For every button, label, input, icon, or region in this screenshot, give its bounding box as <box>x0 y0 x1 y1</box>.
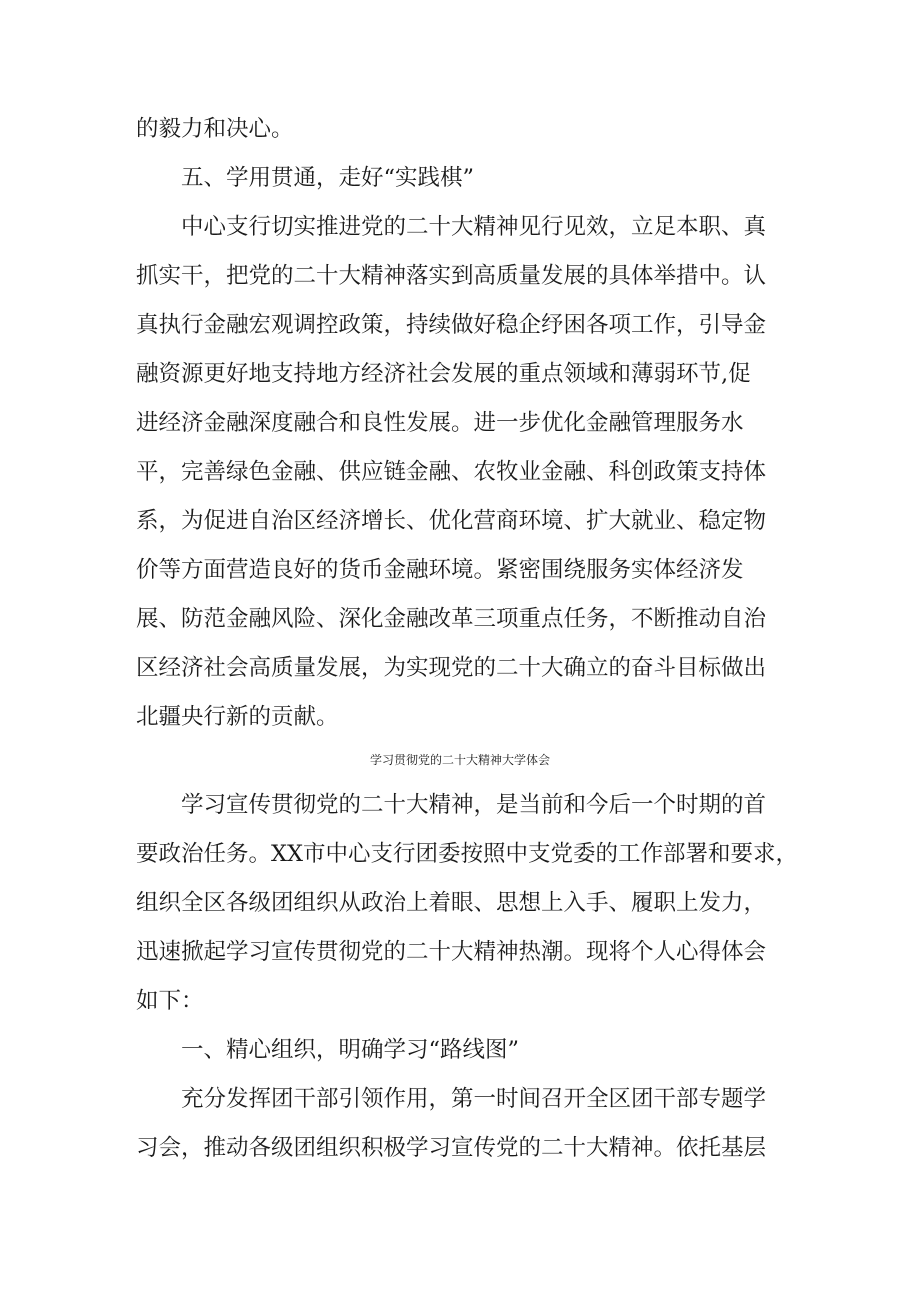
text-line: 价等方面营造良好的货币金融环境。紧密围绕服务实体经济发 <box>136 557 744 583</box>
text-line: 区经济社会高质量发展，为实现党的二十大确立的奋斗目标做出 <box>136 655 767 681</box>
text-line: 真执行金融宏观调控政策，持续做好稳企纾困各项工作，引导金 <box>136 312 767 338</box>
section-heading: 五、学用贯通，走好“实践棋” <box>181 165 475 191</box>
text-line: 习会，推动各级团组织积极学习宣传党的二十大精神。依托基层 <box>136 1135 767 1161</box>
text-line: 融资源更好地支持地方经济社会发展的重点领域和薄弱环节,促 <box>136 361 751 387</box>
text-line: 展、防范金融风险、深化金融改革三项重点任务，不断推动自治 <box>136 606 767 632</box>
text-line: 迅速掀起学习宣传贯彻党的二十大精神热潮。现将个人心得体会 <box>136 939 767 965</box>
text-line: 学习宣传贯彻党的二十大精神，是当前和今后一个时期的首 <box>181 792 767 818</box>
text-line: 系，为促进自治区经济增长、优化营商环境、扩大就业、稳定物 <box>136 508 767 534</box>
text-line: 进经济金融深度融合和良性发展。进一步优化金融管理服务水 <box>136 410 744 436</box>
section-heading: 一、精心组织，明确学习“路线图” <box>181 1037 520 1063</box>
text-line: 的毅力和决心。 <box>136 116 294 142</box>
text-line: 北疆央行新的贡献。 <box>136 704 339 730</box>
text-line: 抓实干，把党的二十大精神落实到高质量发展的具体举措中。认 <box>136 263 767 289</box>
text-line: 平，完善绿色金融、供应链金融、农牧业金融、科创政策支持体 <box>136 459 767 485</box>
text-line: 要政治任务。XX市中心支行团委按照中支党委的工作部署和要求， <box>136 841 799 867</box>
article-title: 学习贯彻党的二十大精神大学体会 <box>369 753 550 767</box>
text-line: 中心支行切实推进党的二十大精神见行见效，立足本职、真 <box>181 214 767 240</box>
text-line: 组织全区各级团组织从政治上着眼、思想上入手、履职上发力， <box>136 890 767 916</box>
text-line: 如下： <box>136 988 204 1014</box>
text-line: 充分发挥团干部引领作用，第一时间召开全区团干部专题学 <box>181 1086 767 1112</box>
